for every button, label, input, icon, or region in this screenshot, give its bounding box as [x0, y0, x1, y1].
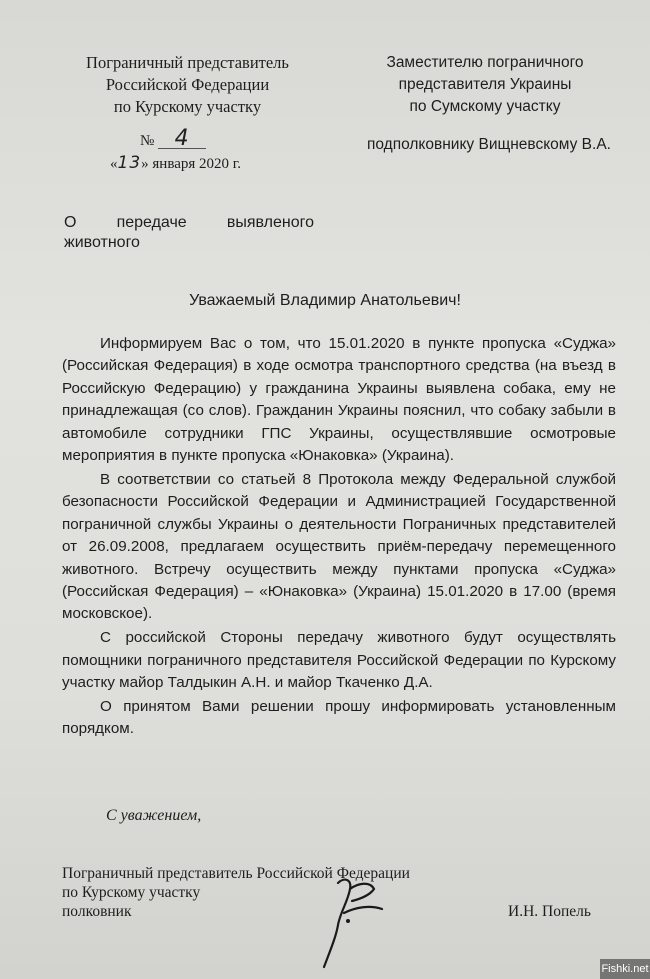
handwritten-signature	[300, 855, 420, 975]
recipient-header-line2: представителя Украины	[398, 76, 572, 93]
sender-header	[60, 52, 315, 118]
signature-line1: Пограничный представитель Российской Федерации	[62, 865, 410, 882]
signature-line2: по Курскому участку	[62, 884, 201, 901]
subject-word2: передаче	[116, 214, 187, 231]
recipient-header	[360, 52, 610, 118]
recipient-header-line3: по Сумскому участку	[409, 98, 561, 115]
registration-number-prefix: №	[140, 133, 155, 149]
subject-word1: О	[64, 214, 77, 231]
registration-block	[110, 126, 330, 174]
signatory-name: И.Н. Попель	[508, 903, 591, 920]
paragraph-3: С российской Стороны передачу животного будут осуществлять помощники пограничного представителя Российской Федерации по Курскому участку майор Талдыкин А.Н. и майор Ткаченко Д.А.	[62, 629, 616, 692]
date-open-quote: «	[110, 156, 118, 172]
paragraph-1: Информируем Вас о том, что 15.01.2020 в пункте пропуска «Суджа» (Российская Федерация) в ходе осмотра транспортного средства (на въезд в Российскую Федерацию) у гражданина Украины выявлена собака, ему не принадлежащая (со слов). Гражданин Украины пояснил, что собаку забыли в автомобиле сотрудники ГПС Украины, осуществлявшие осмотровые мероприятия в пункте пропуска «Юнаковка» (Украина).	[62, 335, 616, 465]
signature-line3: полковник	[62, 903, 132, 920]
paragraph-2: В соответствии со статьей 8 Протокола между Федеральной службой безопасности Российской Федерации и Администрацией Государственной пограничной службы Украины о деятельности Пограничных представителей от 26.09.2008, предлагаем осуществить приём-передачу перемещенного животного. Встречу осуществить между пунктами пропуска «Суджа» (Российская Федерация) – «Юнаковка» (Украина) 15.01.2020 в 17.00 (время московское).	[62, 470, 616, 623]
greeting: Уважаемый Владимир Анатольевич!	[189, 292, 461, 309]
sender-header-line3: по Курскому участку	[113, 97, 262, 116]
watermark: Fishki.net	[600, 959, 650, 979]
registration-number: 4	[158, 130, 206, 149]
addressee: подполковнику Вищневскому В.А.	[367, 136, 611, 153]
date-day: 13	[117, 153, 142, 173]
paragraph-4: О принятом Вами решении прошу информировать установленным порядком.	[62, 698, 616, 738]
closing: С уважением,	[106, 807, 202, 824]
recipient-header-line1: Заместителю пограничного	[386, 54, 584, 71]
subject-block	[64, 213, 314, 253]
subject-line2: животного	[64, 234, 140, 251]
letter-body	[62, 333, 616, 742]
sender-header-line2: Российской Федерации	[105, 75, 270, 94]
subject-word3: выявленого	[226, 214, 314, 231]
sender-header-line1: Пограничный представитель	[86, 53, 289, 72]
date-rest: » января 2020 г.	[141, 156, 241, 172]
